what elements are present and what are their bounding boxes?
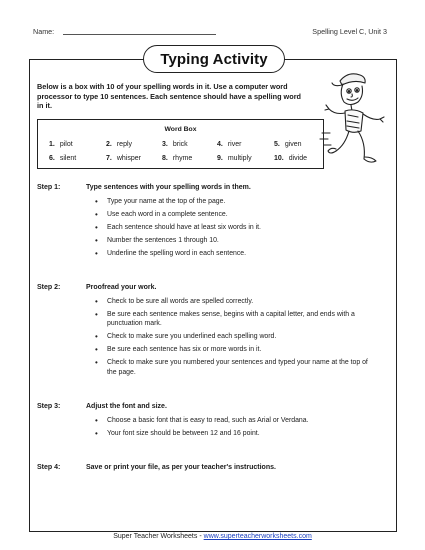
step-title: Proofread your work. <box>86 284 157 291</box>
bullet-item: • Choose a basic font that is easy to read, such as Arial or Verdana. <box>95 416 377 425</box>
page-title: Typing Activity <box>143 45 285 73</box>
step-3-bullets <box>95 416 377 442</box>
bullet-item: • Check to make sure you numbered your sentences and typed your name at the top of the page. <box>95 358 377 377</box>
step-label: Step 1: <box>37 184 61 191</box>
word-number: 5. <box>274 141 280 148</box>
bullet-item: • Be sure each sentence has six or more words in it. <box>95 345 377 354</box>
word-number: 1. <box>49 141 55 148</box>
bullet-item: • Check to be sure all words are spelled correctly. <box>95 297 377 306</box>
bullet-item: • Type your name at the top of the page. <box>95 197 377 206</box>
bullet-item: • Your font size should be between 12 and 16 point. <box>95 429 377 438</box>
word-number: 4. <box>217 141 223 148</box>
word-item <box>106 155 141 162</box>
word-box <box>37 119 324 169</box>
word-item <box>274 155 307 162</box>
intro-text: Below is a box with 10 of your spelling words in it. Use a computer word processor to type 10 sentences. Each sentence should have a spelling word in it. <box>37 82 301 111</box>
step-2-bullets <box>95 297 377 381</box>
word-item <box>162 141 188 148</box>
bullet-item: • Each sentence should have at least six words in it. <box>95 223 377 232</box>
bullet-item: • Underline the spelling word in each sentence. <box>95 249 377 258</box>
word-number: 10. <box>274 155 284 162</box>
word-text: brick <box>172 141 188 148</box>
word-item <box>106 141 132 148</box>
step-title: Type sentences with your spelling words in them. <box>86 184 251 191</box>
name-label: Name: <box>33 27 55 36</box>
word-text: silent <box>59 155 77 162</box>
word-text: pilot <box>59 141 73 148</box>
word-number: 8. <box>162 155 168 162</box>
word-text: multiply <box>227 155 252 162</box>
word-number: 6. <box>49 155 55 162</box>
footer-url-link[interactable]: www.superteacherworksheets.com <box>203 533 312 540</box>
word-item <box>49 155 76 162</box>
word-number: 3. <box>162 141 168 148</box>
footer-site-name: Super Teacher Worksheets <box>113 533 198 540</box>
word-text: whisper <box>116 155 141 162</box>
word-number: 2. <box>106 141 112 148</box>
word-text: river <box>227 141 242 148</box>
running-kid-illustration <box>318 67 390 177</box>
spelling-level-label: Spelling Level C, Unit 3 <box>312 27 387 36</box>
bullet-item: • Be sure each sentence makes sense, begins with a capital letter, and ends with a punctuation mark. <box>95 310 377 329</box>
step-title: Adjust the font and size. <box>86 403 167 410</box>
word-text: rhyme <box>172 155 193 162</box>
word-item <box>49 141 73 148</box>
word-box-title: Word Box <box>164 126 197 133</box>
step-label: Step 4: <box>37 464 61 471</box>
word-item <box>217 155 252 162</box>
step-1-bullets <box>95 197 377 262</box>
word-item <box>217 141 241 148</box>
footer <box>0 533 425 540</box>
step-title: Save or print your file, as per your teacher's instructions. <box>86 464 276 471</box>
bullet-item: • Check to make sure you underlined each spelling word. <box>95 332 377 341</box>
step-label: Step 3: <box>37 403 61 410</box>
word-number: 9. <box>217 155 223 162</box>
bullet-item: • Number the sentences 1 through 10. <box>95 236 377 245</box>
step-label: Step 2: <box>37 284 61 291</box>
word-text: divide <box>288 155 308 162</box>
word-number: 7. <box>106 155 112 162</box>
word-item <box>162 155 192 162</box>
word-text: reply <box>116 141 133 148</box>
word-item <box>274 141 302 148</box>
bullet-item: • Use each word in a complete sentence. <box>95 210 377 219</box>
name-blank-line <box>63 34 216 35</box>
word-text: given <box>284 141 302 148</box>
footer-separator: - <box>199 533 202 540</box>
